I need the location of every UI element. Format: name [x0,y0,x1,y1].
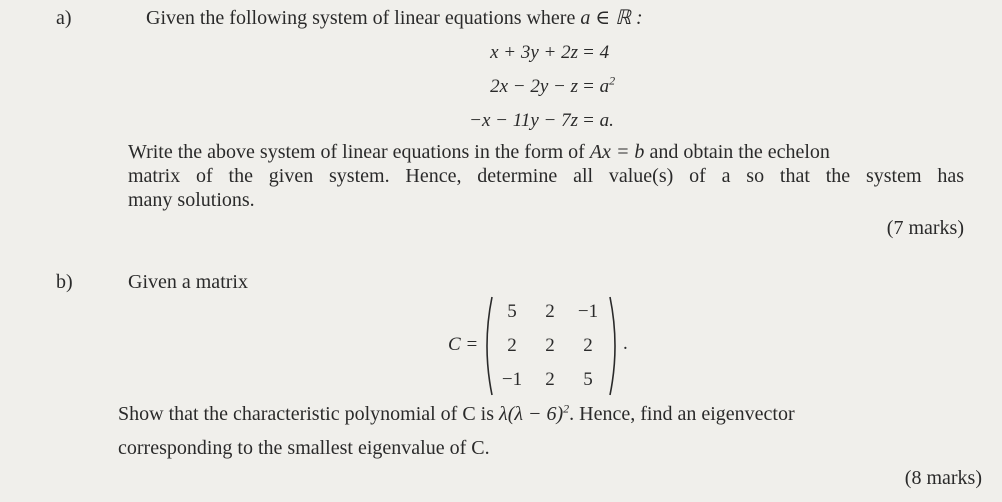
equation-3-rhs: = a. [582,110,614,131]
part-a-intro [146,6,643,30]
part-b-show-line-1 [118,402,795,426]
equation-2-exponent: 2 [609,73,616,88]
part-b-label: b) [56,271,73,293]
matrix-right-paren [608,295,622,397]
part-a-paragraph-line-1 [128,140,830,164]
matrix-period: . [623,333,628,354]
matrix-cell-1-1: 2 [545,335,555,356]
part-a-paragraph-line-2: matrix of the given system. Hence, determine all value(s) of a so that the system has [128,165,964,187]
set-expression: a ∈ ℝ : [580,7,643,29]
matrix-cell-1-2: 2 [583,335,593,356]
part-a-marks: (7 marks) [886,217,964,239]
matrix-cell-0-0: 5 [507,301,517,322]
part-a-label: a) [56,7,72,29]
part-b-show-line-2: corresponding to the smallest eigenvalue of C. [118,437,490,459]
char-poly-base: λ(λ − 6) [499,403,564,425]
matrix-cell-2-0: −1 [501,369,523,390]
para-line1-pre: Write the above system of linear equations in the form of [128,141,585,163]
equation-3-lhs: −x − 11y − 7z [469,110,578,131]
matrix-cell-2-1: 2 [545,369,555,390]
char-poly-exponent: 2 [563,401,570,416]
show-line1-pre: Show that the characteristic polynomial of C is [118,403,495,425]
matrix-cell-1-0: 2 [507,335,517,356]
equation-2-lhs: 2x − 2y − z [490,76,578,97]
part-a-intro-text: Given the following system of linear equations where [146,7,576,29]
part-a-paragraph-line-3: many solutions. [128,189,255,211]
matrix-name: C = [448,334,479,355]
matrix-c [480,295,630,397]
equation-2-rhs [582,73,616,98]
matrix-cell-0-2: −1 [577,301,599,322]
equation-2-rhs-text: = a [582,76,610,97]
char-poly [499,403,569,425]
show-line1-post: . Hence, find an eigenvector [569,403,795,425]
matrix-cell-0-1: 2 [545,301,555,322]
part-b-intro: Given a matrix [128,271,248,293]
part-b-marks: (8 marks) [904,467,982,489]
equation-1-rhs: = 4 [582,42,610,63]
equation-1-lhs: x + 3y + 2z [490,42,578,63]
para-line1-post: and obtain the echelon [649,141,830,163]
axb-expression: Ax = b [589,141,645,163]
matrix-cell-2-2: 5 [583,369,593,390]
